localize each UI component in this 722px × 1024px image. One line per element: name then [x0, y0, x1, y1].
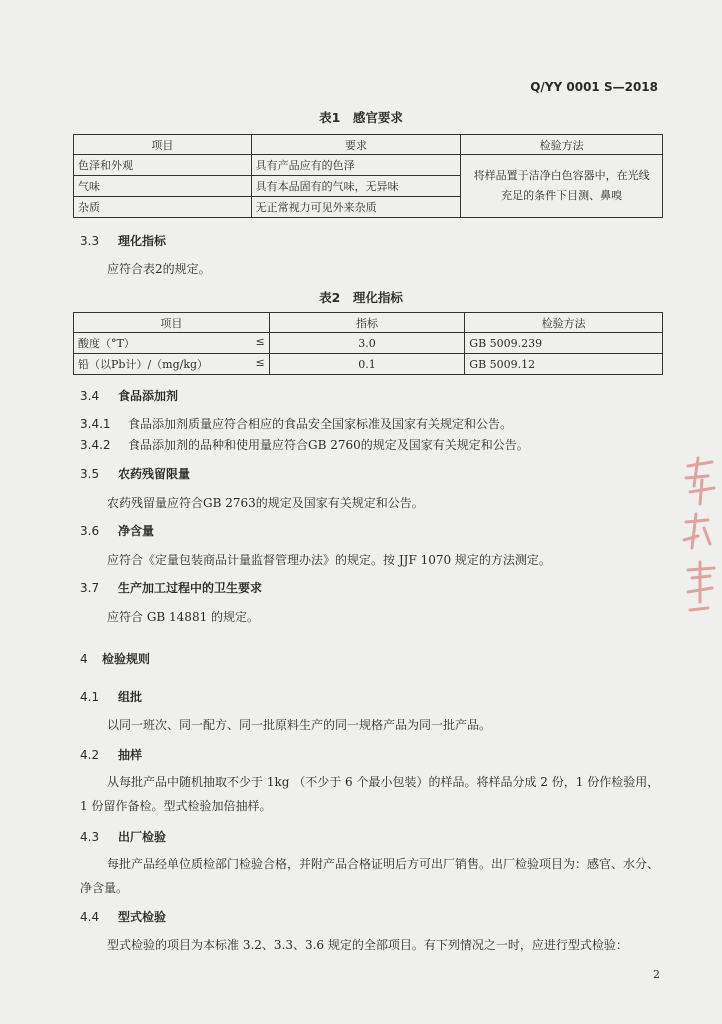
- section-heading: [80, 387, 178, 404]
- cell-item: 气味: [74, 176, 252, 197]
- section-number: 4.4: [80, 910, 100, 924]
- cell-requirement: 无正常视力可见外来杂质: [251, 197, 461, 218]
- section-title: 出厂检验: [118, 830, 167, 844]
- section-number: 4.2: [80, 748, 100, 762]
- section-title: 型式检验: [118, 910, 167, 924]
- header-item: 项目: [74, 135, 252, 155]
- cell-value: 3.0: [269, 333, 465, 354]
- header-requirement: 要求: [251, 135, 461, 155]
- physicochemical-table: [73, 312, 663, 375]
- cell-item: 杂质: [74, 197, 252, 218]
- section-number: 3.7: [80, 581, 100, 595]
- section-title: 理化指标: [118, 234, 167, 248]
- section-title: 净含量: [118, 524, 155, 538]
- section-text: 应符合表2的规定。: [107, 262, 211, 276]
- chapter-number: 4: [80, 652, 88, 666]
- section-text: 型式检验的项目为本标准 3.2、3.3、3.6 规定的全部项目。有下列情况之一时，应进行型式检验：: [107, 938, 628, 952]
- chapter-title: 检验规则: [102, 652, 151, 666]
- section-number: 3.3: [80, 234, 100, 248]
- cell-item: 色泽和外观: [74, 155, 252, 176]
- cell-requirement: 具有产品应有的色泽: [251, 155, 461, 176]
- cell-operator: ≤: [255, 356, 265, 369]
- table-row: [74, 155, 663, 176]
- table1-caption: 表1 感官要求: [319, 110, 403, 125]
- header-method: 检验方法: [461, 135, 663, 155]
- section-heading: [80, 465, 190, 482]
- item-number: 3.4.2: [80, 438, 111, 452]
- table-header-row: [74, 135, 663, 155]
- section-heading: [80, 908, 166, 925]
- section-paragraph: 从每批产品中随机抽取不少于 1kg （不少于 6 个最小包装）的样品。将样品分成 2 份，1 份作检验用，1 份留作备检。型式检验加倍抽样。: [80, 775, 660, 813]
- section-title: 食品添加剂: [118, 389, 179, 403]
- cell-value: 0.1: [269, 354, 465, 375]
- section-paragraph: 每批产品经单位质检部门检验合格，并附产品合格证明后方可出厂销售。出厂检验项目为：感官、水分、净含量。: [80, 857, 660, 895]
- chapter-heading: [80, 650, 150, 667]
- section-title: 农药残留限量: [118, 467, 191, 481]
- section-text: 以同一班次、同一配方、同一批原料生产的同一规格产品为同一批产品。: [107, 718, 492, 732]
- section-number: 3.6: [80, 524, 100, 538]
- cell-item-label: 铅（以Pb计）/（mg/kg）: [78, 358, 209, 371]
- header-item: 项目: [74, 313, 270, 333]
- section-title: 生产加工过程中的卫生要求: [118, 581, 263, 595]
- section-number: 3.4: [80, 389, 100, 403]
- cell-operator: ≤: [255, 335, 265, 348]
- table-header-row: [74, 313, 663, 333]
- seal-stamp-icon: [678, 452, 722, 632]
- cell-item: [74, 354, 270, 375]
- table2-caption: 表2 理化指标: [319, 290, 403, 305]
- cell-requirement: 具有本品固有的气味，无异味: [251, 176, 461, 197]
- section-heading: [80, 746, 142, 763]
- cell-method: 将样品置于洁净白色容器中，在光线充足的条件下目测、鼻嗅: [461, 155, 663, 218]
- document-code: Q/YY 0001 S—2018: [530, 80, 658, 94]
- section-text: 应符合 GB 14881 的规定。: [107, 610, 260, 624]
- cell-method: GB 5009.239: [465, 333, 663, 354]
- table-row: [74, 333, 663, 354]
- section-heading: [80, 522, 154, 539]
- page-number: 2: [653, 968, 660, 981]
- item-text: 食品添加剂的品种和使用量应符合GB 2760的规定及国家有关规定和公告。: [128, 438, 529, 452]
- table-row: [74, 354, 663, 375]
- section-title: 抽样: [118, 748, 143, 762]
- cell-item: [74, 333, 270, 354]
- section-heading: [80, 828, 166, 845]
- header-method: 检验方法: [465, 313, 663, 333]
- section-text: 应符合《定量包装商品计量监督管理办法》的规定。按 JJF 1070 规定的方法测定。: [107, 553, 551, 567]
- section-heading: [80, 232, 166, 249]
- sensory-requirements-table: [73, 134, 663, 218]
- section-number: 4.1: [80, 690, 100, 704]
- list-item: [80, 415, 512, 432]
- section-title: 组批: [118, 690, 143, 704]
- section-heading: [80, 688, 142, 705]
- item-text: 食品添加剂质量应符合相应的食品安全国家标准及国家有关规定和公告。: [128, 417, 513, 431]
- header-indicator: 指标: [269, 313, 465, 333]
- section-text: 农药残留量应符合GB 2763的规定及国家有关规定和公告。: [107, 496, 424, 510]
- list-item: [80, 436, 529, 453]
- section-number: 3.5: [80, 467, 100, 481]
- section-number: 4.3: [80, 830, 100, 844]
- cell-method: GB 5009.12: [465, 354, 663, 375]
- item-number: 3.4.1: [80, 417, 111, 431]
- section-heading: [80, 579, 262, 596]
- cell-item-label: 酸度（°T）: [78, 337, 135, 350]
